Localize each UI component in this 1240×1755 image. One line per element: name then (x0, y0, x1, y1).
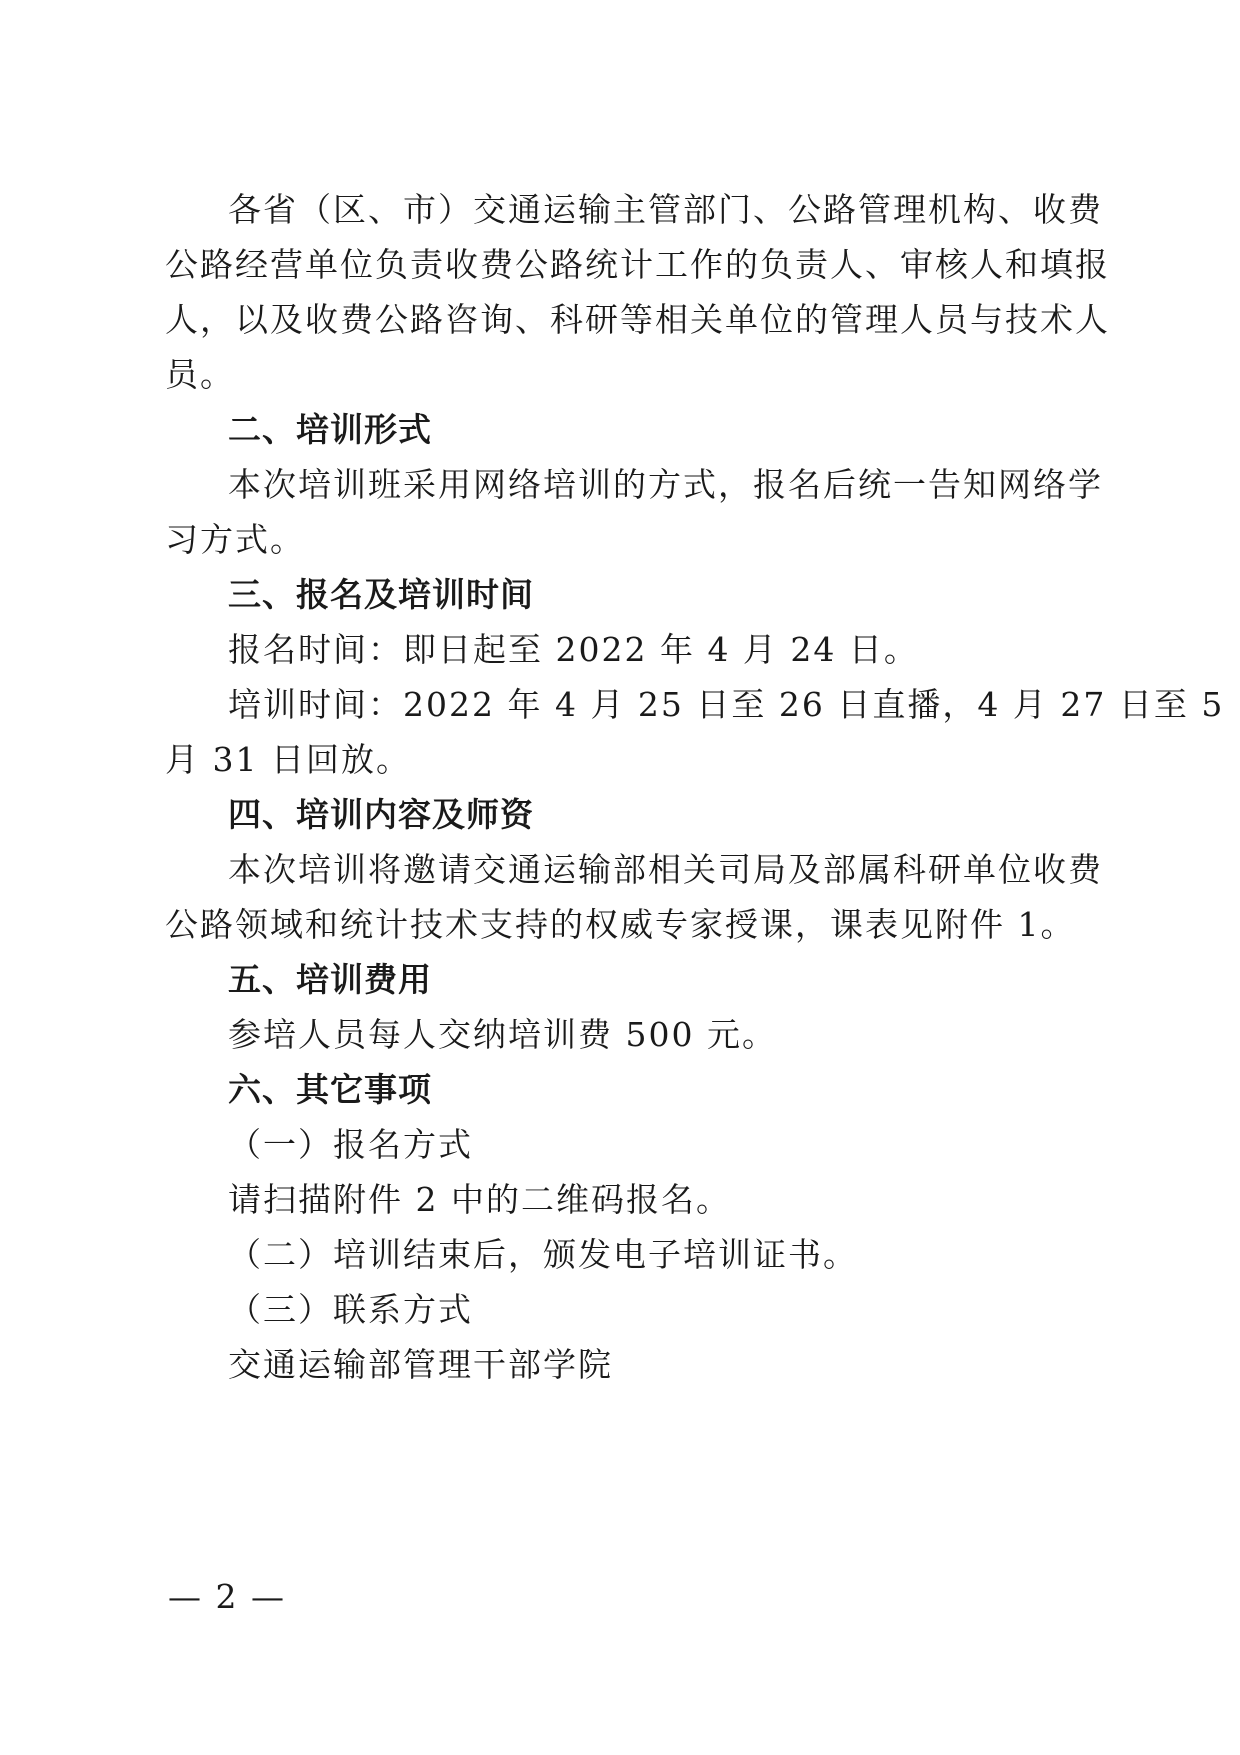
paragraph-line: 月 31 日回放。 (165, 740, 411, 779)
paragraph-line: 习方式。 (165, 520, 305, 559)
section-heading: 五、培训费用 (228, 960, 432, 999)
paragraph-line: 本次培训将邀请交通运输部相关司局及部属科研单位收费 (228, 850, 1103, 889)
page-number: — 2 — (168, 1577, 286, 1616)
subsection-heading: （三）联系方式 (228, 1290, 473, 1329)
paragraph-line: 公路领域和统计技术支持的权威专家授课，课表见附件 1。 (165, 905, 1076, 944)
paragraph-line: 参培人员每人交纳培训费 500 元。 (228, 1015, 777, 1054)
section-heading: 三、报名及培训时间 (228, 575, 534, 614)
subsection-heading: （一）报名方式 (228, 1125, 473, 1164)
paragraph-line: 培训时间：2022 年 4 月 25 日至 26 日直播，4 月 27 日至 5 (228, 685, 1225, 724)
section-heading: 六、其它事项 (228, 1070, 432, 1109)
paragraph-line: 员。 (165, 355, 235, 394)
paragraph-line: 人，以及收费公路咨询、科研等相关单位的管理人员与技术人 (165, 300, 1110, 339)
section-heading: 四、培训内容及师资 (228, 795, 534, 834)
paragraph-line: 交通运输部管理干部学院 (228, 1345, 613, 1384)
paragraph-line: 报名时间：即日起至 2022 年 4 月 24 日。 (228, 630, 919, 669)
section-heading: 二、培训形式 (228, 410, 432, 449)
paragraph-line: 请扫描附件 2 中的二维码报名。 (228, 1180, 731, 1219)
paragraph-line: 公路经营单位负责收费公路统计工作的负责人、审核人和填报 (165, 245, 1110, 284)
paragraph-line: 各省（区、市）交通运输主管部门、公路管理机构、收费 (228, 190, 1103, 229)
subsection-heading: （二）培训结束后，颁发电子培训证书。 (228, 1235, 858, 1274)
paragraph-line: 本次培训班采用网络培训的方式，报名后统一告知网络学 (228, 465, 1103, 504)
